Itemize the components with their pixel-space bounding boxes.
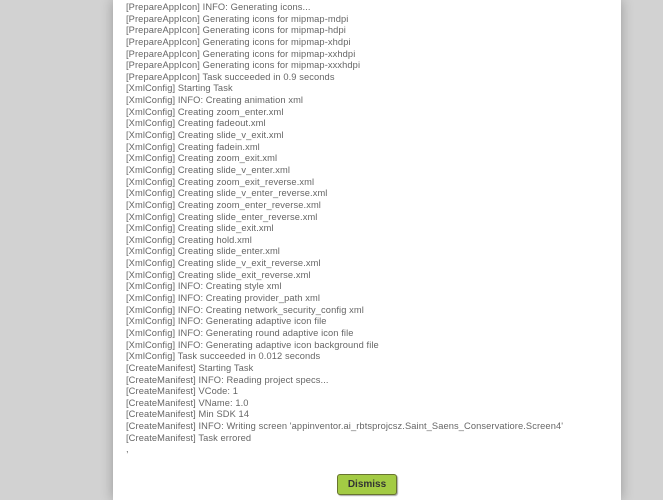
log-line: [XmlConfig] Creating slide_exit_reverse.xml <box>126 269 311 280</box>
log-line: [CreateManifest] VCode: 1 <box>126 386 239 397</box>
log-line: [XmlConfig] INFO: Creating network_security_config xml <box>126 304 364 315</box>
log-line: [XmlConfig] Task succeeded in 0.012 seconds <box>126 351 321 362</box>
log-line: [XmlConfig] INFO: Generating round adaptive icon file <box>126 327 354 338</box>
log-line: [CreateManifest] VName: 1.0 <box>126 397 249 408</box>
log-line: [CreateManifest] Starting Task <box>126 362 254 373</box>
log-line: [CreateManifest] Task errored <box>126 432 252 443</box>
log-line: , <box>126 444 129 455</box>
log-line: [PrepareAppIcon] Generating icons for mipmap-xhdpi <box>126 36 351 47</box>
log-line: [XmlConfig] INFO: Creating animation xml <box>126 95 304 106</box>
log-line: [CreateManifest] INFO: Reading project specs... <box>126 374 329 385</box>
build-log-dialog <box>113 0 621 500</box>
log-line: [XmlConfig] Creating zoom_exit_reverse.xml <box>126 176 315 187</box>
log-line: [PrepareAppIcon] INFO: Generating icons... <box>126 2 311 12</box>
log-line: [PrepareAppIcon] Task succeeded in 0.9 seconds <box>126 71 335 82</box>
dialog-footer <box>113 474 621 495</box>
log-output <box>113 0 621 456</box>
dismiss-button[interactable]: Dismiss <box>337 474 397 495</box>
log-line: [XmlConfig] Creating fadeout.xml <box>126 118 266 129</box>
log-line: [XmlConfig] Creating zoom_exit.xml <box>126 153 278 164</box>
log-line: [XmlConfig] Creating zoom_enter_reverse.xml <box>126 199 321 210</box>
log-line: [XmlConfig] Creating slide_v_enter.xml <box>126 164 290 175</box>
log-line: [CreateManifest] INFO: Writing screen 'appinventor.ai_rbtsprojcsz.Saint_Saens_Conservatiore.Screen4' <box>126 421 564 432</box>
log-line: [XmlConfig] INFO: Generating adaptive icon background file <box>126 339 379 350</box>
log-line: [XmlConfig] Creating slide_v_exit.xml <box>126 130 284 141</box>
log-line: [XmlConfig] Creating slide_enter_reverse.xml <box>126 211 318 222</box>
log-line: [XmlConfig] Creating hold.xml <box>126 234 252 245</box>
log-line: [PrepareAppIcon] Generating icons for mipmap-xxxhdpi <box>126 60 361 71</box>
log-line: [XmlConfig] Creating slide_exit.xml <box>126 223 274 234</box>
log-line: [XmlConfig] Starting Task <box>126 83 233 94</box>
log-line: [XmlConfig] Creating zoom_enter.xml <box>126 106 284 117</box>
log-line: [PrepareAppIcon] Generating icons for mipmap-hdpi <box>126 25 346 36</box>
log-line: [XmlConfig] INFO: Creating style xml <box>126 281 282 292</box>
log-line: [XmlConfig] INFO: Creating provider_path xml <box>126 293 321 304</box>
log-line: [CreateManifest] Min SDK 14 <box>126 409 250 420</box>
log-line: [PrepareAppIcon] Generating icons for mipmap-xxhdpi <box>126 48 356 59</box>
log-line: [XmlConfig] Creating slide_v_enter_reverse.xml <box>126 188 328 199</box>
log-line: [XmlConfig] INFO: Generating adaptive icon file <box>126 316 327 327</box>
log-line: [XmlConfig] Creating slide_enter.xml <box>126 246 280 257</box>
log-line: [PrepareAppIcon] Generating icons for mipmap-mdpi <box>126 13 349 24</box>
log-line: [XmlConfig] Creating slide_v_exit_reverse.xml <box>126 258 321 269</box>
log-line: [XmlConfig] Creating fadein.xml <box>126 141 260 152</box>
